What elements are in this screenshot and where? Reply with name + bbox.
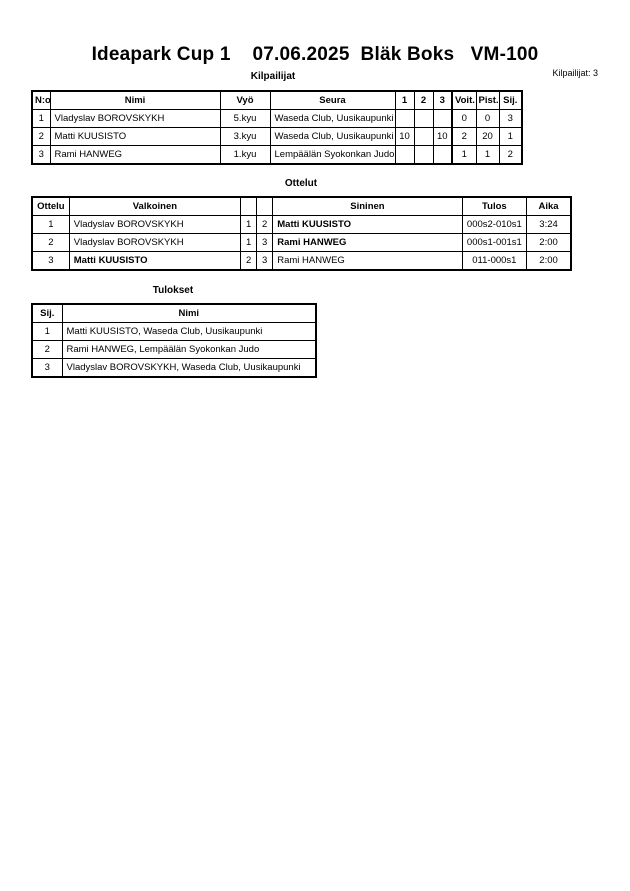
cell-vs-3 bbox=[433, 110, 452, 128]
col-vs-1: 1 bbox=[395, 91, 414, 110]
table-row bbox=[32, 110, 522, 128]
col-belt: Vyö bbox=[220, 91, 270, 110]
cell-result: 000s1-001s1 bbox=[462, 234, 526, 252]
cell-belt: 5.kyu bbox=[220, 110, 270, 128]
table-row bbox=[32, 128, 522, 146]
cell-vs-1 bbox=[395, 110, 414, 128]
cell-wins: 2 bbox=[452, 128, 476, 146]
cell-name: Rami HANWEG bbox=[50, 146, 220, 165]
matches-table bbox=[31, 196, 572, 271]
cell-blue: Rami HANWEG bbox=[273, 234, 462, 252]
col-rank: Sij. bbox=[32, 304, 62, 323]
cell-rank: 1 bbox=[32, 323, 62, 341]
cell-name: Vladyslav BOROVSKYKH, Waseda Club, Uusikaupunki bbox=[62, 359, 316, 378]
table-row bbox=[32, 323, 316, 341]
cell-vs-1 bbox=[395, 146, 414, 165]
cell-rank: 3 bbox=[32, 359, 62, 378]
cell-match: 3 bbox=[32, 252, 69, 271]
col-result: Tulos bbox=[462, 197, 526, 216]
cell-vs-2 bbox=[414, 110, 433, 128]
table-row bbox=[32, 234, 571, 252]
cell-white-number: 1 bbox=[241, 216, 257, 234]
cell-vs-3 bbox=[433, 146, 452, 165]
col-rank: Sij. bbox=[499, 91, 522, 110]
results-table bbox=[31, 303, 317, 378]
cell-name: Rami HANWEG, Lempäälän Syokonkan Judo bbox=[62, 341, 316, 359]
cell-time: 2:00 bbox=[527, 234, 571, 252]
cell-points: 20 bbox=[476, 128, 499, 146]
cell-time: 3:24 bbox=[527, 216, 571, 234]
col-time: Aika bbox=[527, 197, 571, 216]
cell-belt: 3.kyu bbox=[220, 128, 270, 146]
cell-vs-3: 10 bbox=[433, 128, 452, 146]
cell-blue-number: 3 bbox=[257, 252, 273, 271]
results-header-row bbox=[32, 304, 316, 323]
competitors-header-row bbox=[32, 91, 522, 110]
col-vs-3: 3 bbox=[433, 91, 452, 110]
col-name: Nimi bbox=[50, 91, 220, 110]
col-white-number bbox=[241, 197, 257, 216]
matches-title: Ottelut bbox=[284, 178, 318, 189]
results-title: Tulokset bbox=[152, 285, 194, 296]
col-points: Pist. bbox=[476, 91, 499, 110]
cell-white-number: 1 bbox=[241, 234, 257, 252]
cell-wins: 0 bbox=[452, 110, 476, 128]
cell-rank: 2 bbox=[499, 146, 522, 165]
cell-match: 1 bbox=[32, 216, 69, 234]
cell-club: Waseda Club, Uusikaupunki bbox=[270, 128, 395, 146]
col-number: N:o bbox=[32, 91, 50, 110]
table-row bbox=[32, 146, 522, 165]
cell-belt: 1.kyu bbox=[220, 146, 270, 165]
col-club: Seura bbox=[270, 91, 395, 110]
cell-white: Vladyslav BOROVSKYKH bbox=[69, 216, 240, 234]
cell-rank: 1 bbox=[499, 128, 522, 146]
cell-name: Matti KUUSISTO bbox=[50, 128, 220, 146]
cell-match: 2 bbox=[32, 234, 69, 252]
col-vs-2: 2 bbox=[414, 91, 433, 110]
cell-white: Matti KUUSISTO bbox=[69, 252, 240, 271]
cell-number: 1 bbox=[32, 110, 50, 128]
cell-name: Matti KUUSISTO, Waseda Club, Uusikaupunki bbox=[62, 323, 316, 341]
cell-name: Vladyslav BOROVSKYKH bbox=[50, 110, 220, 128]
cell-result: 000s2-010s1 bbox=[462, 216, 526, 234]
cell-blue-number: 3 bbox=[257, 234, 273, 252]
table-row bbox=[32, 252, 571, 271]
cell-vs-2 bbox=[414, 128, 433, 146]
cell-white-number: 2 bbox=[241, 252, 257, 271]
table-row bbox=[32, 359, 316, 378]
cell-number: 3 bbox=[32, 146, 50, 165]
cell-vs-1: 10 bbox=[395, 128, 414, 146]
cell-points: 1 bbox=[476, 146, 499, 165]
competitors-title: Kilpailijat bbox=[250, 71, 296, 82]
cell-blue: Rami HANWEG bbox=[273, 252, 462, 271]
cell-rank: 2 bbox=[32, 341, 62, 359]
competitor-count: Kilpailijat: 3 bbox=[552, 68, 598, 78]
cell-vs-2 bbox=[414, 146, 433, 165]
cell-result: 011-000s1 bbox=[462, 252, 526, 271]
cell-blue-number: 2 bbox=[257, 216, 273, 234]
cell-rank: 3 bbox=[499, 110, 522, 128]
col-name: Nimi bbox=[62, 304, 316, 323]
table-row bbox=[32, 341, 316, 359]
cell-blue: Matti KUUSISTO bbox=[273, 216, 462, 234]
col-blue-number bbox=[257, 197, 273, 216]
col-match: Ottelu bbox=[32, 197, 69, 216]
cell-white: Vladyslav BOROVSKYKH bbox=[69, 234, 240, 252]
cell-club: Waseda Club, Uusikaupunki bbox=[270, 110, 395, 128]
cell-club: Lempäälän Syokonkan Judo bbox=[270, 146, 395, 165]
cell-points: 0 bbox=[476, 110, 499, 128]
col-wins: Voit. bbox=[452, 91, 476, 110]
cell-wins: 1 bbox=[452, 146, 476, 165]
competitors-table bbox=[31, 90, 523, 165]
table-row bbox=[32, 216, 571, 234]
col-white: Valkoinen bbox=[69, 197, 240, 216]
cell-number: 2 bbox=[32, 128, 50, 146]
page-title: Ideapark Cup 1 07.06.2025 Bläk Boks VM-100 bbox=[91, 44, 539, 65]
col-blue: Sininen bbox=[273, 197, 462, 216]
cell-time: 2:00 bbox=[527, 252, 571, 271]
matches-header-row bbox=[32, 197, 571, 216]
